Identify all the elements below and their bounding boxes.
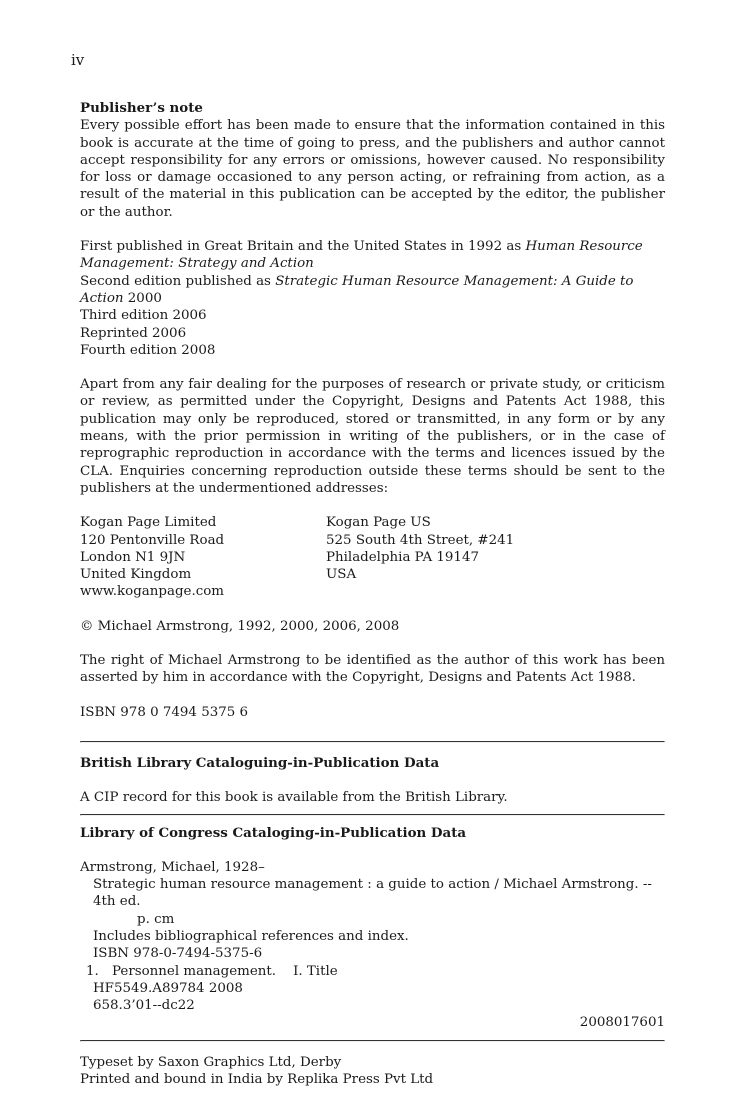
first-published: First published in Great Britain and the United States in 1992 as Human Resource Management: Strategy and Action [80,239,643,272]
us-address: Kogan Page US 525 South 4th Street, #241 Philadelphia PA 19147 USA [326,515,515,583]
loc-includes: Includes bibliographical references and index. [93,928,409,944]
copyright-notice: Apart from any fair dealing for the purposes of research or private study, or criticism or review, as permitted under the Copyright, Designs and Patents Act 1988, this publication may only be reproduced, stored or transmitted, in any form or by any means, with the prior permission in writing of the publishers, or in the case of reprographic reproduction in accordance with the terms and licences issued by the CLA. Enquiries concerning reproduction outside these terms should be sent to the publishers at the undermentioned addresses: [80,377,665,496]
bl-text: A CIP record for this book is available from the British Library. [80,790,508,806]
loc-author: Armstrong, Michael, 1928– [80,859,265,875]
bl-heading: British Library Cataloguing-in-Publication Data [80,754,440,771]
fourth-edition: Fourth edition 2008 [80,342,216,358]
loc-ddc: 658.3’01--dc22 [93,998,195,1014]
second-edition: Second edition published as Strategic Human Resource Management: A Guide to Action 2000 [80,273,634,306]
loc-title: Strategic human resource management : a guide to action / Michael Armstrong. -- 4th ed. [93,877,652,910]
loc-control-number: 2008017601 [579,1015,665,1031]
third-edition: Third edition 2006 [80,308,207,324]
typeset-by: Typeset by Saxon Graphics Ltd, Derby [80,1054,342,1070]
first-title: Human Resource Management: Strategy and Action [80,239,643,272]
isbn: ISBN 978 0 7494 5375 6 [80,704,249,720]
loc-subject: 1. Personnel management. I. Title [86,963,338,979]
publisher-addresses [80,514,665,600]
copyright-page [80,100,665,1088]
uk-address: Kogan Page Limited 120 Pentonville Road London N1 9JN United Kingdom www.koganpage.com [80,514,326,600]
loc-pcm: p. cm [137,911,175,927]
website-link[interactable]: www.koganpage.com [80,584,224,600]
copyright-line: © Michael Armstrong, 1992, 2000, 2006, 2008 [80,618,400,634]
moral-right: The right of Michael Armstrong to be identified as the author of this work has been asserted by him in accordance with the Copyright, Designs and Patents Act 1988. [80,653,665,686]
publishers-note-heading: Publisher’s note [80,100,203,116]
page-number: iv [71,51,85,69]
loc-isbn: ISBN 978-0-7494-5375-6 [93,946,263,962]
loc-lcc: HF5549.A89784 2008 [93,980,243,996]
printed-by: Printed and bound in India by Replika Press Pvt Ltd [80,1072,434,1088]
second-title: Strategic Human Resource Management: A Guide to Action [80,273,634,306]
loc-heading: Library of Congress Cataloging-in-Publication Data [80,824,467,841]
publishers-note-body: Every possible effort has been made to ensure that the information contained in this book is accurate at the time of going to press, and the publishers and author cannot accept responsibility for any errors or omissions, however caused. No responsibility for loss or damage occasioned to any person acting, or refraining from action, as a result of the material in this publication can be accepted by the editor, the publisher or the author. [80,118,665,220]
reprint: Reprinted 2006 [80,325,187,341]
